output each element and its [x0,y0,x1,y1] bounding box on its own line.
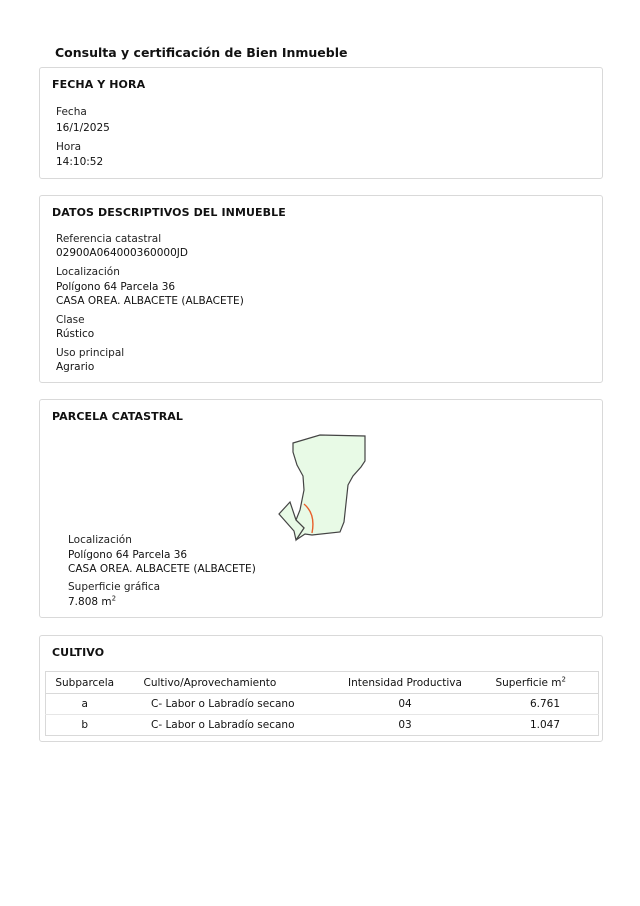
localizacion-line2: CASA OREA. ALBACETE (ALBACETE) [56,295,244,307]
clase-value: Rústico [56,328,95,340]
parcela-localizacion-line1: Polígono 64 Parcela 36 [68,549,188,561]
referencia-label: Referencia catastral [56,233,162,245]
cell-subparcela: a [46,694,124,715]
cell-superficie: 1.047 [529,719,560,731]
datos-title: DATOS DESCRIPTIVOS DEL INMUEBLE [52,206,286,219]
superficie-number: 7.808 m [68,596,112,608]
header-superficie-text: Superficie m [495,676,562,689]
superficie-value [68,596,116,608]
header-superficie [474,672,599,694]
table-header-row [46,672,599,694]
fecha-label: Fecha [56,106,87,118]
fecha-value: 16/1/2025 [56,122,110,134]
table-row [46,694,599,715]
header-intensidad: Intensidad Productiva [337,672,474,694]
uso-label: Uso principal [56,347,125,359]
cell-cultivo: C- Labor o Labradío secano [124,694,337,715]
cell-subparcela: b [81,719,89,731]
uso-value: Agrario [56,361,95,373]
localizacion-line1: Polígono 64 Parcela 36 [56,281,176,293]
superficie-label: Superficie gráfica [68,581,161,593]
fecha-hora-title: FECHA Y HORA [52,78,146,91]
table-row [46,715,599,736]
cultivo-table [45,671,599,736]
page-title: Consulta y certificación de Bien Inmueble [55,45,348,60]
header-subparcela: Subparcela [46,672,124,694]
cultivo-card [39,635,603,742]
superficie-exp: 2 [111,594,117,603]
parcela-localizacion-line2: CASA OREA. ALBACETE (ALBACETE) [68,563,256,575]
header-superficie-exp: 2 [561,675,566,683]
parcela-title: PARCELA CATASTRAL [52,410,183,423]
cell-intensidad: 03 [398,719,412,731]
cell-cultivo: C- Labor o Labradío secano [150,719,295,731]
fecha-hora-card [39,67,603,179]
cultivo-title: CULTIVO [52,646,105,659]
referencia-value: 02900A064000360000JD [56,247,188,259]
cell-intensidad: 04 [337,694,474,715]
cell-superficie: 6.761 [474,694,599,715]
parcel-shape [293,435,365,540]
hora-label: Hora [56,141,82,153]
parcela-localizacion-label: Localización [68,534,132,546]
hora-value: 14:10:52 [56,156,104,168]
localizacion-label: Localización [56,266,120,278]
clase-label: Clase [56,314,85,326]
header-cultivo: Cultivo/Aprovechamiento [124,672,337,694]
datos-card [39,195,603,383]
parcela-card [39,399,603,618]
